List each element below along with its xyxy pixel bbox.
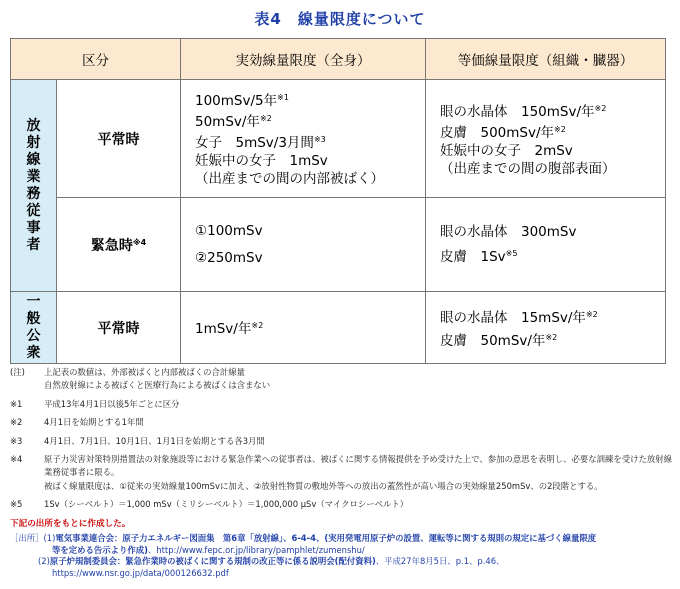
- value-line: 妊娠中の女子 2mSv: [440, 142, 573, 159]
- source-citation: [10, 533, 670, 579]
- group-label-vertical: 放射線業務従事者: [26, 117, 41, 253]
- footnote: ※1 平成13年4月1日以後5年ごとに区分: [10, 398, 180, 409]
- value-line: ②250mSv: [195, 249, 263, 266]
- value-line: 皮膚 50mSv/年$^{※2}$: [440, 332, 558, 349]
- value-line: 妊娠中の女子 1mSv: [195, 153, 328, 169]
- value-line: 50mSv/年$^{※2}$: [195, 114, 272, 130]
- header-effective-dose: 実効線量限度（全身）: [181, 39, 426, 80]
- footnote: 被ばく線量限度は、①従来の実効線量100mSvに加え、②放射性物質の敷地外等への放出の蓋然性が高い場合の実効線量250mSv、の2段階とする。: [44, 480, 603, 491]
- footnote: ※5 1Sv（シーベルト）＝1,000 mSv（ミリシーベルト）＝1,000,000 μSv（マイクロシーベルト）: [10, 499, 409, 510]
- effective-dose-cell: [181, 80, 426, 198]
- table-row: [11, 198, 666, 292]
- value-line: 女子 5mSv/3月間$^{※3}$: [195, 135, 326, 151]
- condition-normal: 平常時: [57, 80, 181, 198]
- value-line: 1mSv/年$^{※2}$: [195, 321, 264, 337]
- source-line: (2)原子炉規制委員会：緊急作業時の被ばくに関する規制の改正等に係る説明会(配付資料)、平成27年8月5日、p.1、p.46、: [38, 556, 505, 566]
- value-line: 100mSv/5年$^{※1}$: [195, 93, 289, 109]
- table-header-row: [11, 39, 666, 80]
- footnote: 自然放射線による被ばくと医療行為による被ばくは含まない: [44, 380, 271, 391]
- header-equivalent-dose: 等価線量限度（組織・臓器）: [426, 39, 666, 80]
- equivalent-dose-cell: [426, 80, 666, 198]
- header-category: 区分: [11, 39, 181, 80]
- effective-dose-cell: [181, 198, 426, 292]
- footnote: ※3 4月1日、7月1日、10月1日、1月1日を始期とする各3月間: [10, 435, 265, 446]
- value-line: （出産までの間の腹部表面）: [440, 160, 616, 177]
- equivalent-dose-cell: [426, 292, 666, 364]
- table-row: [11, 80, 666, 198]
- value-line: 眼の水晶体 150mSv/年$^{※2}$: [440, 103, 607, 120]
- source-line: 等を定める告示より作成)、http://www.fepc.or.jp/library/pamphlet/zumenshu/: [52, 544, 365, 555]
- value-line: 眼の水晶体 300mSv: [440, 224, 577, 240]
- group-radiation-workers: [11, 80, 57, 292]
- value-line: 眼の水晶体 15mSv/年$^{※2}$: [440, 309, 598, 326]
- value-line: 皮膚 1Sv$^{※5}$: [440, 249, 518, 265]
- effective-dose-cell: [181, 292, 426, 364]
- condition-normal: 平常時: [57, 292, 181, 364]
- source-label: 下記の出所をもとに作成した。: [10, 519, 131, 529]
- group-general-public: [11, 292, 57, 364]
- footnote: ※2 4月1日を始期とする1年間: [10, 417, 144, 428]
- footnotes: [10, 366, 675, 512]
- table-row: [11, 292, 666, 364]
- table-title: 表4 線量限度について: [254, 10, 426, 28]
- value-line: （出産までの間の内部被ばく）: [195, 171, 384, 187]
- value-line: ①100mSv: [195, 222, 263, 239]
- value-line: 皮膚 500mSv/年$^{※2}$: [440, 124, 566, 141]
- source-line: ［出所］(1)電気事業連合会：原子力エネルギー図面集 第6章「放射線」、6-4-4、(実用発電用原子炉の設置、運転等に関する規則の規定に基づく線量限度: [10, 533, 597, 543]
- dose-limit-table: [10, 38, 666, 364]
- footnote: ※4 原子力災害対策特別措置法の対象施設等における緊急作業への従事者は、被ばくに関する情報提供を予め受けた上で、参加の意思を表明し、必要な訓練を受けた放射線業務従事者に限る。: [10, 454, 672, 478]
- equivalent-dose-cell: [426, 198, 666, 292]
- condition-emergency: 緊急時$^{※4}$: [57, 198, 181, 292]
- source-line: https://www.nsr.go.jp/data/000126632.pdf: [52, 567, 229, 578]
- group-label-vertical: 一般公衆: [26, 293, 41, 361]
- footnote: (注) 上記表の数値は、外部被ばくと内部被ばくの合計線量: [10, 367, 245, 377]
